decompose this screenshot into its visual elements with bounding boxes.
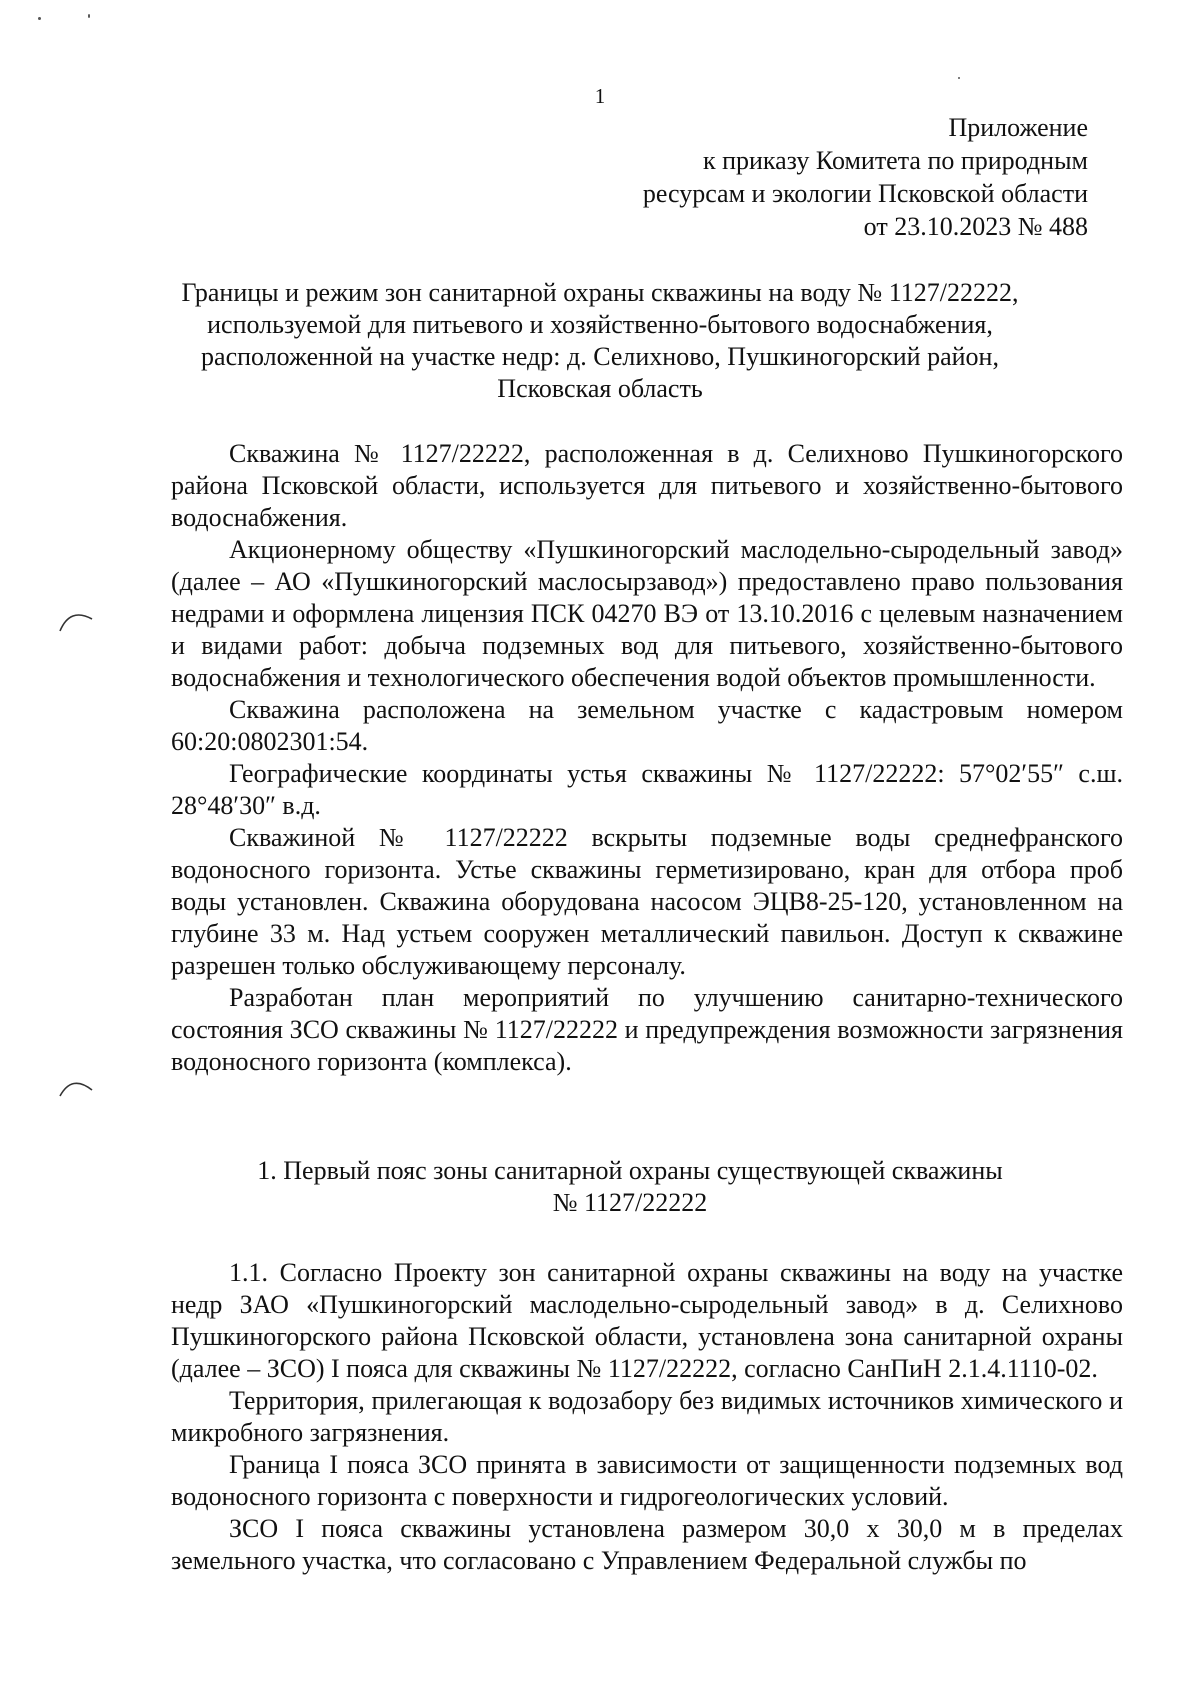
title-line: расположенной на участке недр: д. Селихново, Пушкиногорский район, [201,342,999,371]
section-heading-line: 1. Первый пояс зоны санитарной охраны существующей скважины [257,1156,1003,1185]
scan-speck [38,17,41,20]
page-number: 1 [594,84,606,108]
section-heading-line: № 1127/22222 [552,1188,708,1217]
title-line: Псковская область [497,374,703,403]
appendix-committee-line: ресурсам и экологии Псковской области [642,179,1088,208]
scan-speck [958,77,960,79]
paragraph: Разработан план мероприятий по улучшению санитарно-технического состояния ЗСО скважины № 1127/22222 и предупреждения возможности загрязнения водоносного горизонта (комплекса). [171,983,1123,1076]
paragraph: Скважиной № 1127/22222 вскрыты подземные воды среднефранского водоносного горизонта. Устье скважины герметизировано, кран для отбора проб воды установлен. Скважина оборудована насосом ЭЦВ8-25-120, установленном на глубине 33 м. Над устьем сооружен металлический павильон. Доступ к скважине разрешен только обслуживающему персоналу. [171,823,1123,980]
paragraph: ЗСО I пояса скважины установлена размером 30,0 х 30,0 м в пределах земельного участка, что согласовано с Управлением Федеральной службы по [171,1514,1123,1575]
paragraph: Географические координаты устья скважины № 1127/22222: 57°02′55″ с.ш. 28°48′30″ в.д. [171,759,1123,820]
scan-speck [88,14,90,18]
appendix-label: Приложение [948,113,1088,142]
punch-hole-mark [56,1072,96,1102]
appendix-header [643,111,1088,243]
paragraph: Скважина расположена на земельном участке с кадастровым номером 60:20:0802301:54. [171,695,1123,756]
appendix-date-number: от 23.10.2023 № 488 [863,212,1088,241]
appendix-order-line: к приказу Комитета по природным [702,146,1088,175]
title-line: используемой для питьевого и хозяйственно-бытового водоснабжения, [207,310,993,339]
paragraph: Акционерному обществу «Пушкиногорский маслодельно-сыродельный завод» (далее – АО «Пушкиногорский маслосырзавод») предоставлено право пользования недрами и оформлена лицензия ПСК 04270 ВЭ от 13.10.2016 с целевым назначением и видами работ: добыча подземных вод для питьевого, хозяйственно-бытового водоснабжения и технологического обеспечения водой объектов промышленности. [171,535,1123,692]
document-title [150,277,1050,405]
paragraph: 1.1. Согласно Проекту зон санитарной охраны скважины на воду на участке недр ЗАО «Пушкиногорский маслодельно-сыродельный завод» в д. Селихново Пушкиногорского района Псковской области, установлена зона санитарной охраны (далее – ЗСО) I пояса для скважины № 1127/22222, согласно СанПиН 2.1.4.1110-02. [171,1258,1123,1383]
paragraph: Граница I пояса ЗСО принята в зависимости от защищенности подземных вод водоносного горизонта с поверхности и гидрогеологических условий. [171,1450,1123,1511]
section-1-body [171,1257,1123,1577]
punch-hole-mark [56,605,96,635]
intro-section [171,438,1123,1078]
title-line: Границы и режим зон санитарной охраны скважины на воду № 1127/22222, [181,278,1019,307]
paragraph: Территория, прилегающая к водозабору без видимых источников химического и микробного загрязнения. [171,1386,1123,1447]
paragraph: Скважина № 1127/22222, расположенная в д. Селихново Пушкиногорского района Псковской области, используется для питьевого и хозяйственно-бытового водоснабжения. [171,439,1123,532]
section-heading [150,1155,1110,1219]
